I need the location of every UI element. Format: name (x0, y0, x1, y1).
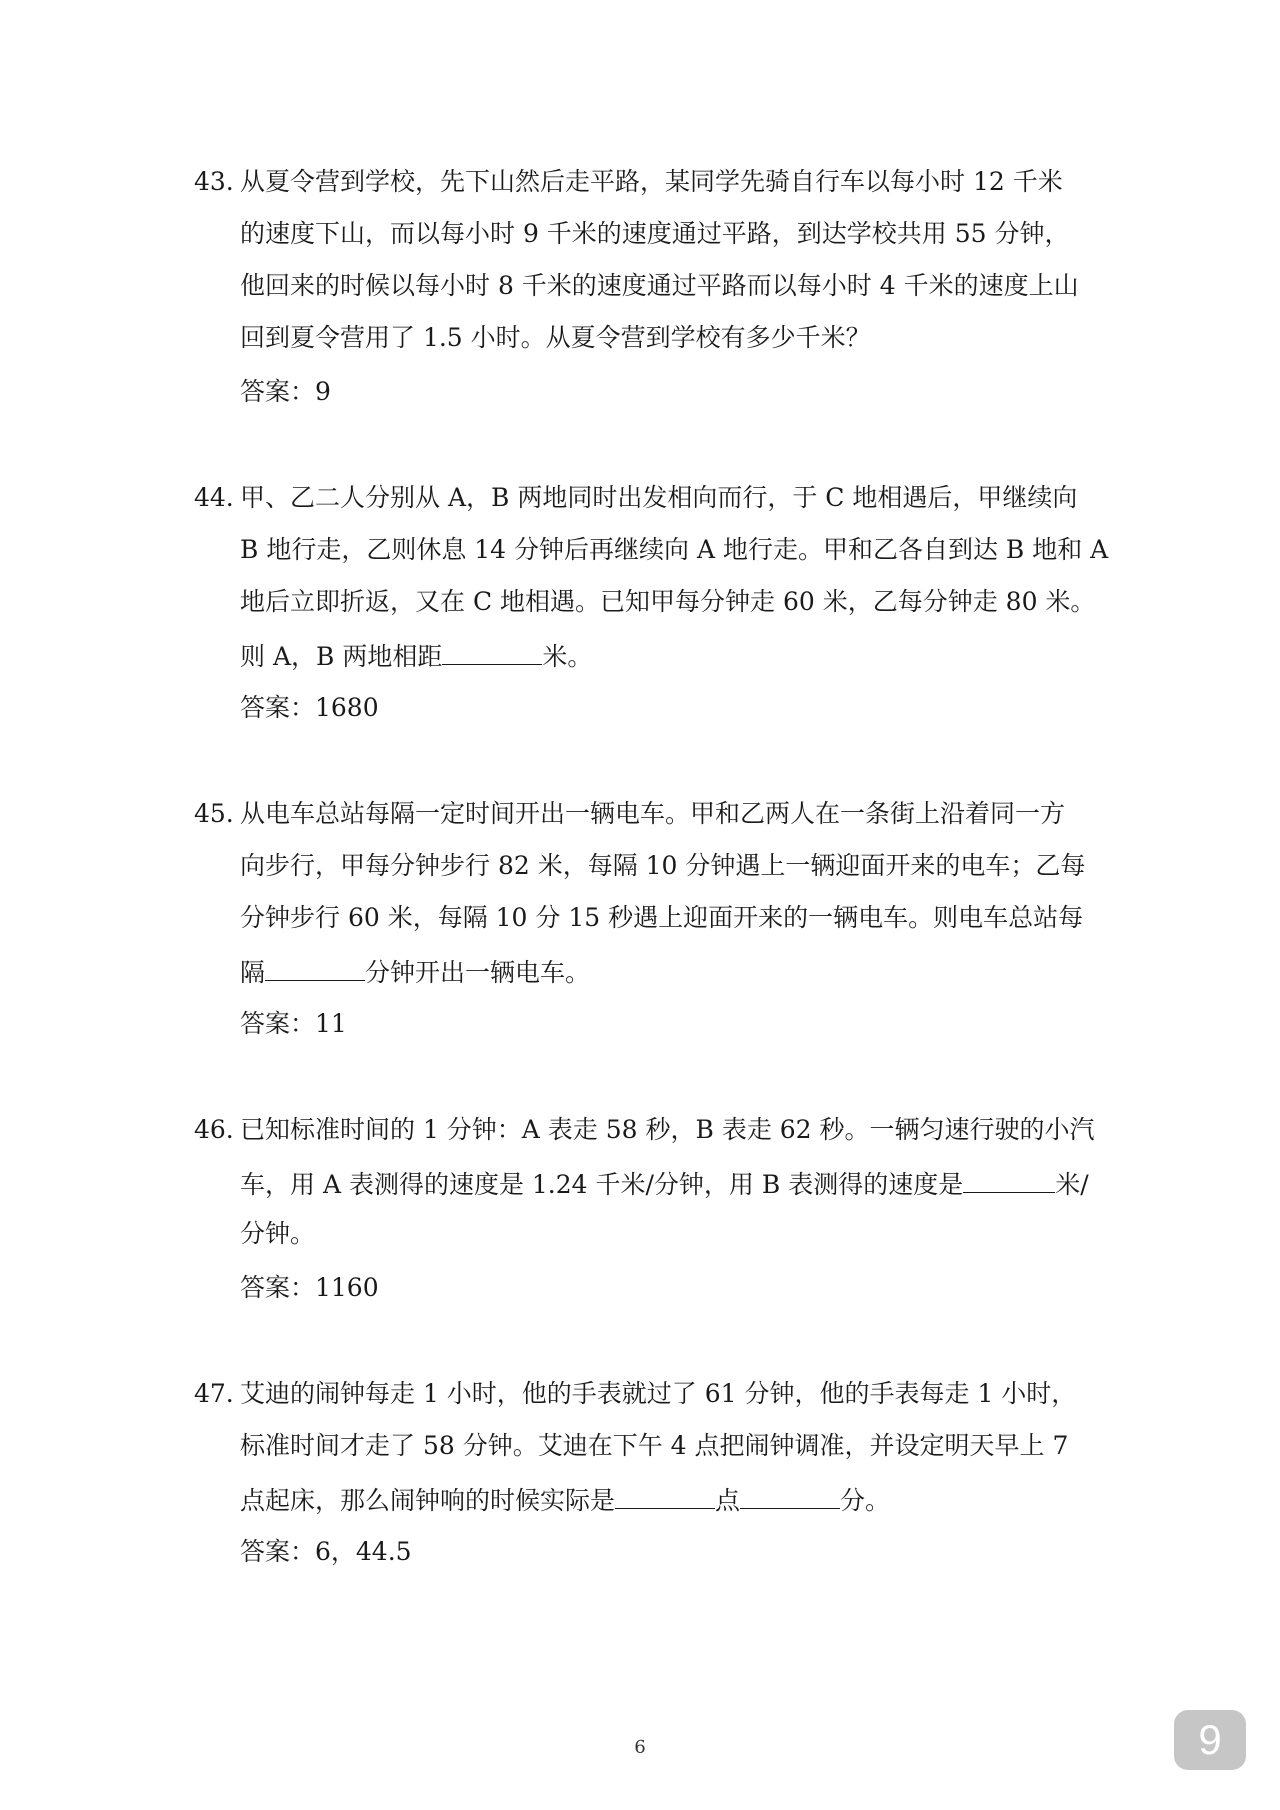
text-after-blank: 米。 (542, 642, 593, 671)
problem-text-line: 分钟步行 60 米，每隔 10 分 15 秒遇上迎面开来的一辆电车。则电车总站每 (240, 903, 1084, 932)
answer: 答案：1160 (240, 1273, 379, 1302)
problem-number: 47. (194, 1379, 234, 1408)
problem-text-line (240, 954, 590, 989)
problem-text-line: 地后立即折返，又在 C 地相遇。已知甲每分钟走 60 米，乙每分钟走 80 米。 (240, 587, 1096, 616)
answer-blank (963, 1166, 1055, 1193)
problem-text-line: 向步行，甲每分钟步行 82 米，每隔 10 分钟遇上一辆迎面开来的电车；乙每 (240, 851, 1086, 880)
page-badge: 9 (1174, 1710, 1246, 1770)
problem-text-line: 甲、乙二人分别从 A，B 两地同时出发相向而行，于 C 地相遇后，甲继续向 (240, 483, 1078, 512)
answer: 答案：6，44.5 (240, 1537, 412, 1566)
text-between-blanks: 点 (715, 1486, 741, 1515)
answer: 答案：9 (240, 377, 331, 406)
answer: 答案：11 (240, 1009, 347, 1038)
text-before-blank: 点起床，那么闹钟响的时候实际是 (240, 1486, 616, 1515)
problem-text-line (240, 1482, 890, 1517)
problem-text-line: 从电车总站每隔一定时间开出一辆电车。甲和乙两人在一条街上沿着同一方 (240, 799, 1066, 828)
text-after-blank: 分。 (840, 1486, 891, 1515)
answer-blank (615, 1482, 715, 1509)
problem-number: 46. (194, 1115, 234, 1144)
problem-text-line: 分钟。 (240, 1219, 316, 1248)
text-after-blank: 分钟开出一辆电车。 (365, 958, 591, 987)
problem-text-line: 从夏令营到学校，先下山然后走平路，某同学先骑自行车以每小时 12 千米 (240, 167, 1063, 196)
text-before-blank: 车，用 A 表测得的速度是 1.24 千米/分钟，用 B 表测得的速度是 (240, 1170, 964, 1199)
problem-text-line (240, 638, 592, 673)
problem-text-line: 标准时间才走了 58 分钟。艾迪在下午 4 点把闹钟调准，并设定明天早上 7 (240, 1431, 1069, 1460)
answer-blank (442, 638, 542, 665)
answer-blank (265, 954, 365, 981)
text-after-blank: 米/ (1055, 1170, 1089, 1199)
problem-text-line: B 地行走，乙则休息 14 分钟后再继续向 A 地行走。甲和乙各自到达 B 地和 A (240, 535, 1109, 564)
text-before-blank: 则 A，B 两地相距 (240, 642, 443, 671)
problem-text-line: 艾迪的闹钟每走 1 小时，他的手表就过了 61 分钟，他的手表每走 1 小时， (240, 1379, 1077, 1408)
problem-number: 44. (194, 483, 234, 512)
text-before-blank: 隔 (240, 958, 266, 987)
problem-number: 43. (194, 167, 234, 196)
page-number: 9 (634, 1735, 646, 1756)
problem-text-line: 他回来的时候以每小时 8 千米的速度通过平路而以每小时 4 千米的速度上山 (240, 271, 1079, 300)
problem-text-line: 回到夏令营用了 1.5 小时。从夏令营到学校有多少千米？ (240, 323, 871, 352)
problem-number: 45. (194, 799, 234, 828)
problem-text-line (240, 1166, 1089, 1201)
problem-text-line: 的速度下山，而以每小时 9 千米的速度通过平路，到达学校共用 55 分钟， (240, 219, 1070, 248)
answer-blank (740, 1482, 840, 1509)
problem-text-line: 已知标准时间的 1 分钟：A 表走 58 秒，B 表走 62 秒。一辆匀速行驶的小汽 (240, 1115, 1095, 1144)
answer: 答案：1680 (240, 693, 379, 722)
